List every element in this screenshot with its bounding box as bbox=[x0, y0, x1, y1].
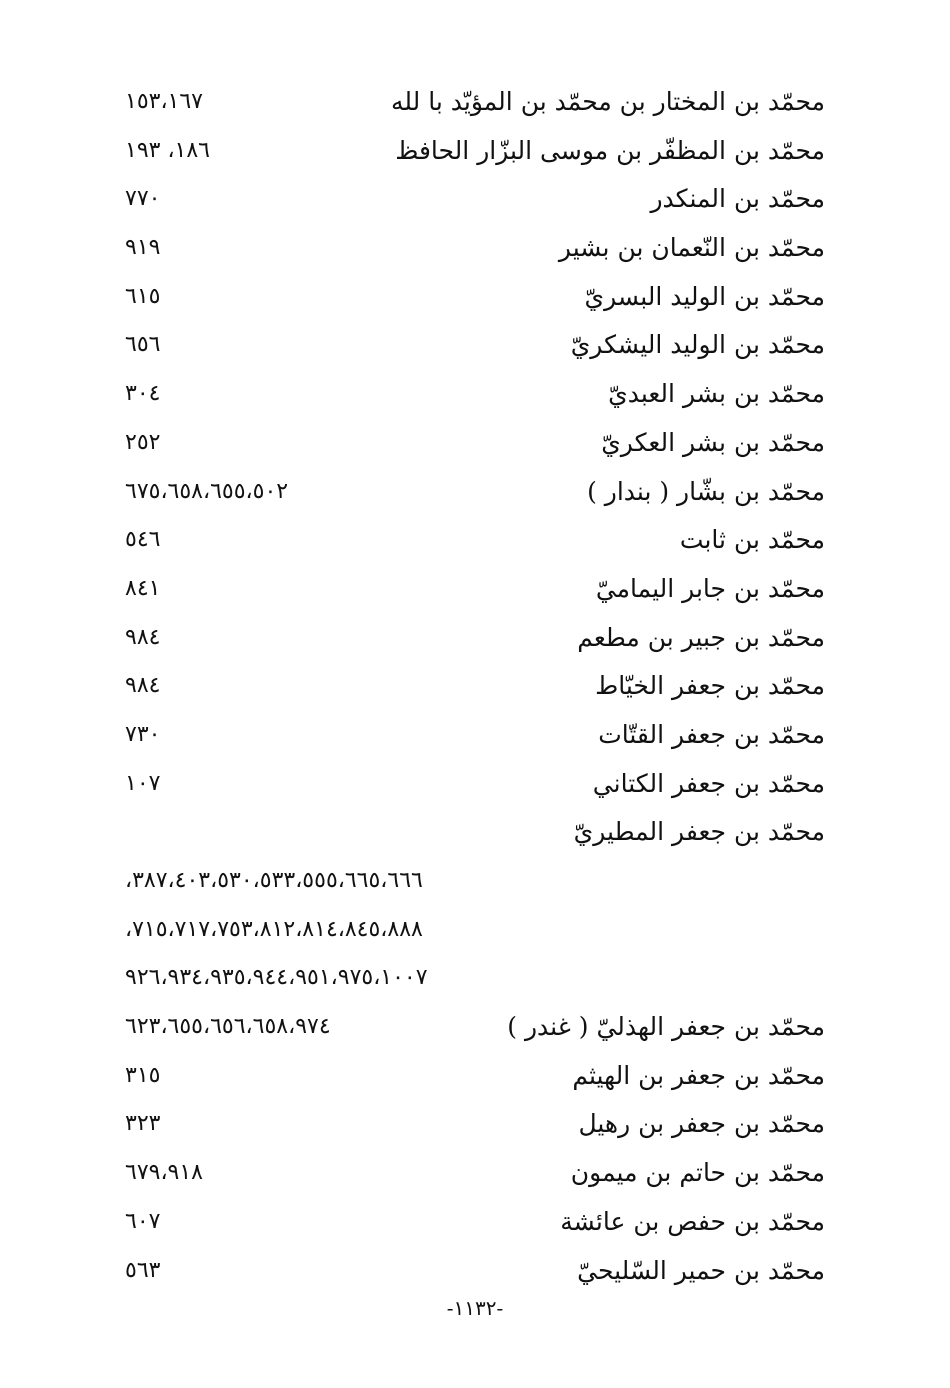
index-entry bbox=[0, 1149, 950, 1198]
entry-name: محمّد بن جعفر المطيريّ bbox=[573, 817, 825, 847]
entry-pages: ٦١٥ bbox=[125, 283, 161, 309]
entry-name: محمّد بن جعفر الكتاني bbox=[592, 768, 825, 798]
entry-pages: ٦٧٩،٩١٨ bbox=[125, 1160, 203, 1186]
index-entry bbox=[0, 175, 950, 224]
index-entry bbox=[0, 127, 950, 176]
entry-pages: ٨٤١ bbox=[125, 575, 161, 601]
index-entry bbox=[0, 1052, 950, 1101]
entry-name: محمّد بن جعفر الهذليّ ( غندر ) bbox=[507, 1012, 825, 1042]
continuation-pages: ٣٨٧،٤٠٣،٥٣٠،٥٣٣،٥٥٥،٦٦٥،٦٦٦، bbox=[125, 868, 423, 893]
page-number: -١١٣٢- bbox=[446, 1296, 504, 1320]
entry-pages: ٣٢٣ bbox=[125, 1111, 161, 1137]
index-entry bbox=[0, 614, 950, 663]
entry-pages: ٥٦٣ bbox=[125, 1257, 161, 1283]
entry-name: محمّد بن جعفر الخيّاط bbox=[595, 671, 825, 701]
entry-name: محمّد بن الوليد اليشكريّ bbox=[570, 330, 825, 360]
entry-pages: ٩٨٤ bbox=[125, 673, 161, 699]
index-entry bbox=[0, 760, 950, 809]
index-entry bbox=[0, 711, 950, 760]
entry-pages: ٩٨٤ bbox=[125, 624, 161, 650]
index-entry bbox=[0, 78, 950, 127]
entry-name: محمّد بن حمير السّليحيّ bbox=[577, 1255, 825, 1285]
entry-pages: ٦٥٦ bbox=[125, 332, 161, 358]
entry-pages: ٣٠٤ bbox=[125, 381, 161, 407]
entry-name: محمّد بن جعفر بن الهيثم bbox=[572, 1060, 825, 1090]
index-entry bbox=[0, 565, 950, 614]
index-entry bbox=[0, 516, 950, 565]
index-entry bbox=[0, 224, 950, 273]
index-entry bbox=[0, 273, 950, 322]
entry-name: محمّد بن جعفر بن رهيل bbox=[578, 1109, 825, 1139]
entry-pages: ١٥٣،١٦٧ bbox=[125, 89, 203, 114]
entry-pages: ٧٧٠ bbox=[125, 186, 161, 212]
index-entries bbox=[0, 78, 950, 1295]
entry-pages: ١٠٧ bbox=[125, 770, 161, 796]
entry-pages: ٩١٩ bbox=[125, 235, 161, 261]
continuation-line bbox=[0, 954, 950, 1003]
entry-name: محمّد بن حاتم بن ميمون bbox=[570, 1158, 825, 1188]
index-entry bbox=[0, 1003, 950, 1052]
continuation-pages: ٧١٥،٧١٧،٧٥٣،٨١٢،٨١٤،٨٤٥،٨٨٨، bbox=[125, 916, 423, 942]
entry-pages: ٥٤٦ bbox=[125, 527, 161, 553]
entry-name: محمّد بن جعفر القتّات bbox=[598, 719, 825, 749]
index-entry bbox=[0, 321, 950, 370]
index-entry bbox=[0, 419, 950, 468]
continuation-pages: ٩٢٦،٩٣٤،٩٣٥،٩٤٤،٩٥١،٩٧٥،١٠٠٧ bbox=[125, 965, 428, 991]
entry-name: محمّد بن المختار بن محمّد بن المؤيّد با لله bbox=[390, 87, 825, 116]
entry-name: محمّد بن جبير بن مطعم bbox=[577, 622, 825, 652]
entry-pages: ٢٥٢ bbox=[125, 429, 161, 455]
entry-pages: ٦٢٣،٦٥٥،٦٥٦،٦٥٨،٩٧٤ bbox=[125, 1014, 331, 1040]
index-entry bbox=[0, 1247, 950, 1296]
entry-name: محمّد بن بشّار ( بندار ) bbox=[587, 476, 825, 506]
entry-pages: ١٨٦، ١٩٣ bbox=[125, 137, 210, 163]
index-entry bbox=[0, 808, 950, 857]
index-entry bbox=[0, 468, 950, 517]
entry-name: محمّد بن المظفّر بن موسى البزّار الحافظ bbox=[395, 135, 825, 165]
index-entry bbox=[0, 1198, 950, 1247]
index-entry bbox=[0, 370, 950, 419]
entry-pages: ٦٠٧ bbox=[125, 1208, 161, 1234]
entry-name: محمّد بن ثابت bbox=[679, 525, 825, 555]
index-entry bbox=[0, 662, 950, 711]
continuation-line bbox=[0, 906, 950, 955]
entry-pages: ٦٧٥،٦٥٨،٦٥٥،٥٠٢ bbox=[125, 478, 289, 504]
entry-name: محمّد بن بشر العبديّ bbox=[608, 379, 825, 409]
entry-name: محمّد بن الوليد البسريّ bbox=[584, 281, 825, 311]
entry-name: محمّد بن المنكدر bbox=[650, 184, 825, 214]
entry-pages: ٧٣٠ bbox=[125, 721, 161, 747]
entry-name: محمّد بن بشر العكريّ bbox=[601, 427, 825, 457]
entry-name: محمّد بن جابر اليماميّ bbox=[595, 573, 825, 603]
entry-name: محمّد بن حفص بن عائشة bbox=[560, 1206, 825, 1236]
index-entry bbox=[0, 1100, 950, 1149]
continuation-line bbox=[0, 857, 950, 906]
entry-pages: ٣١٥ bbox=[125, 1062, 161, 1088]
entry-name: محمّد بن النّعمان بن بشير bbox=[558, 233, 825, 263]
